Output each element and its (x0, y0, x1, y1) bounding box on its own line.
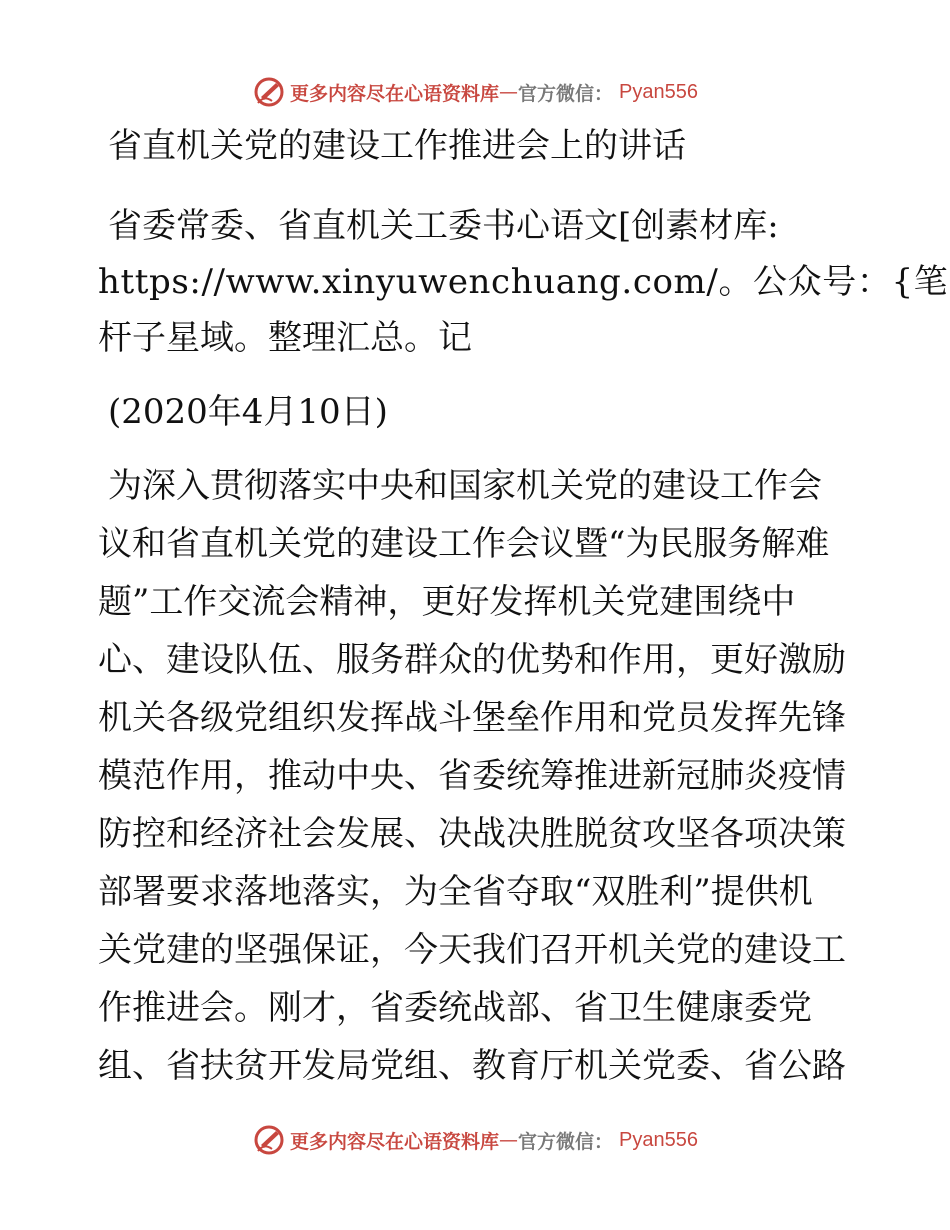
body-line: 组、省扶贫开发局党组、教育厅机关党委、省公路 (98, 1046, 846, 1086)
author-line: 省委常委、省直机关工委书心语文[创素材库: (108, 206, 779, 246)
body-line: 作推进会。刚才，省委统战部、省卫生健康委党 (98, 988, 812, 1028)
watermark-label: 官方微信： (518, 82, 614, 105)
watermark-id: Pyan556 (619, 1128, 698, 1151)
body-line: 为深入贯彻落实中央和国家机关党的建设工作会 (108, 466, 822, 506)
author-line: 杆子星域。整理汇总。记 (98, 318, 472, 358)
body-line: 心、建设队伍、服务群众的优势和作用，更好激励 (98, 640, 846, 680)
brand-logo-icon (252, 75, 286, 109)
body-line: 议和省直机关党的建设工作会议暨“为民服务解难 (98, 524, 830, 564)
brand-logo-icon (252, 1123, 286, 1157)
document-title: 省直机关党的建设工作推进会上的讲话 (108, 126, 686, 166)
body-line: 关党建的坚强保证，今天我们召开机关党的建设工 (98, 930, 846, 970)
body-line: 机关各级党组织发挥战斗堡垒作用和党员发挥先锋 (98, 698, 846, 738)
watermark-id: Pyan556 (619, 80, 698, 103)
watermark-banner-top (0, 72, 950, 112)
watermark-text: 更多内容尽在心语资料库 (290, 1130, 500, 1153)
body-line: 题”工作交流会精神，更好发挥机关党建围绕中 (98, 582, 796, 622)
watermark-text: 更多内容尽在心语资料库 (290, 82, 500, 105)
author-line: https://www.xinyuwenchuang.com/。公众号：{笔 (98, 262, 949, 302)
document-date: (2020年4月10日) (108, 392, 388, 432)
body-line: 模范作用，推动中央、省委统筹推进新冠肺炎疫情 (98, 756, 846, 796)
body-line: 防控和经济社会发展、决战决胜脱贫攻坚各项决策 (98, 814, 846, 854)
body-line: 部署要求落地落实，为全省夺取“双胜利”提供机 (98, 872, 813, 912)
watermark-dash: — (499, 1129, 519, 1151)
watermark-banner-bottom (0, 1120, 950, 1160)
watermark-dash: — (499, 81, 519, 103)
watermark-label: 官方微信： (518, 1130, 614, 1153)
